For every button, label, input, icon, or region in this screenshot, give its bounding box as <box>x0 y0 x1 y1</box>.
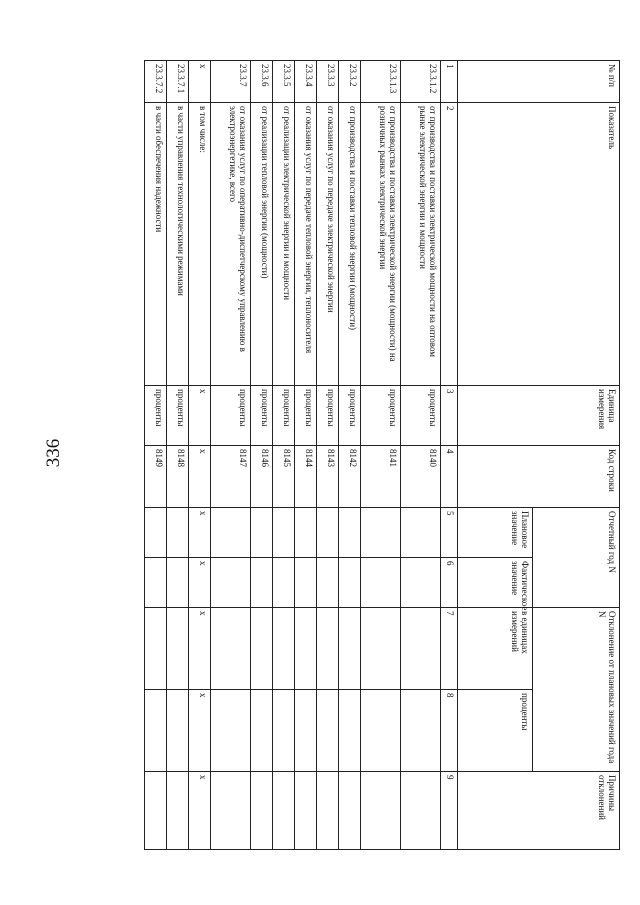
row-planned <box>361 508 401 558</box>
column-number: 7 <box>441 608 458 690</box>
row-reason <box>295 772 317 850</box>
row-number: 23.3.1.3 <box>361 61 401 103</box>
header-actual: Фактическое значение <box>458 558 533 608</box>
table-body <box>145 61 620 850</box>
row-dev-percent <box>167 690 189 772</box>
table-row <box>167 61 189 850</box>
table-row <box>211 61 251 850</box>
row-code: 8143 <box>317 446 339 508</box>
column-number: 5 <box>441 508 458 558</box>
row-reason <box>167 772 189 850</box>
row-actual <box>145 558 167 608</box>
row-number: 23.3.7.1 <box>167 61 189 103</box>
row-indicator: от оказания услуг по передаче тепловой энергии, теплоносителя <box>295 103 317 386</box>
column-number: 8 <box>441 690 458 772</box>
row-number: 23.3.3 <box>317 61 339 103</box>
header-deviation: Отклонение от плановых значений года N <box>533 608 620 772</box>
column-numbers-row <box>441 61 458 850</box>
row-actual <box>361 558 401 608</box>
row-actual <box>273 558 295 608</box>
column-number: 2 <box>441 103 458 386</box>
page-number: 336 <box>43 438 64 468</box>
header-dev-percent: проценты <box>458 690 533 772</box>
header-indicator: Показатель <box>458 103 620 386</box>
row-dev-percent <box>145 690 167 772</box>
column-number: 3 <box>441 386 458 446</box>
header-reasons: Причины отклонений <box>458 772 620 850</box>
row-indicator: от реализации электрической энергии и мощности <box>273 103 295 386</box>
row-code: 8146 <box>251 446 273 508</box>
table-row <box>295 61 317 850</box>
row-unit: проценты <box>295 386 317 446</box>
row-dev-units <box>211 608 251 690</box>
table-row <box>273 61 295 850</box>
row-unit: проценты <box>211 386 251 446</box>
row-indicator: от реализации тепловой энергии (мощности) <box>251 103 273 386</box>
row-unit: проценты <box>401 386 441 446</box>
row-dev-percent <box>295 690 317 772</box>
row-planned <box>167 508 189 558</box>
table-row <box>145 61 167 850</box>
row-indicator: от производства и поставки электрической энергии (мощности) на розничных рынках электрической энергии <box>361 103 401 386</box>
row-number: 23.3.4 <box>295 61 317 103</box>
table-row <box>251 61 273 850</box>
row-number: 23.3.7 <box>211 61 251 103</box>
row-reason <box>361 772 401 850</box>
row-planned: x <box>189 508 211 558</box>
header-report-year: Отчетный год N <box>533 508 620 608</box>
row-unit: проценты <box>317 386 339 446</box>
row-planned <box>339 508 361 558</box>
row-actual <box>251 558 273 608</box>
row-indicator: в части обеспечения надежности <box>145 103 167 386</box>
row-actual <box>317 558 339 608</box>
row-indicator: от производства и поставки электрической мощности на оптовом рынке электрической энергии и мощности <box>401 103 441 386</box>
row-reason <box>339 772 361 850</box>
row-planned <box>317 508 339 558</box>
row-reason <box>251 772 273 850</box>
row-reason <box>317 772 339 850</box>
column-number: 1 <box>441 61 458 103</box>
row-code: 8145 <box>273 446 295 508</box>
row-dev-units <box>167 608 189 690</box>
row-indicator: в том числе: <box>189 103 211 386</box>
row-actual <box>401 558 441 608</box>
row-unit: проценты <box>251 386 273 446</box>
header-row-1 <box>533 61 620 850</box>
row-planned <box>251 508 273 558</box>
column-number: 4 <box>441 446 458 508</box>
row-actual <box>211 558 251 608</box>
row-planned <box>295 508 317 558</box>
report-table <box>144 60 620 850</box>
row-planned <box>273 508 295 558</box>
row-indicator: от оказания услуг по оперативно-диспетчерскому управлению в электроэнергетике, всего <box>211 103 251 386</box>
row-reason <box>145 772 167 850</box>
row-reason <box>401 772 441 850</box>
row-code: 8140 <box>401 446 441 508</box>
row-unit: x <box>189 386 211 446</box>
row-indicator: от оказания услуг по передаче электрической энергии <box>317 103 339 386</box>
row-dev-units <box>361 608 401 690</box>
table-row <box>401 61 441 850</box>
row-number: 23.3.1.2 <box>401 61 441 103</box>
row-actual: x <box>189 558 211 608</box>
row-number: 23.3.6 <box>251 61 273 103</box>
row-dev-units <box>273 608 295 690</box>
row-code: 8149 <box>145 446 167 508</box>
row-number: 23.3.2 <box>339 61 361 103</box>
header-unit: Единица измерения <box>458 386 620 446</box>
row-code: 8144 <box>295 446 317 508</box>
column-number: 6 <box>441 558 458 608</box>
row-planned <box>401 508 441 558</box>
row-dev-percent <box>317 690 339 772</box>
row-reason <box>211 772 251 850</box>
row-indicator: от производства и поставки тепловой энергии (мощности) <box>339 103 361 386</box>
report-table-container <box>154 60 620 849</box>
row-dev-percent <box>339 690 361 772</box>
header-code: Код строки <box>458 446 620 508</box>
row-planned <box>211 508 251 558</box>
table-row <box>339 61 361 850</box>
row-dev-percent <box>361 690 401 772</box>
row-dev-percent: x <box>189 690 211 772</box>
row-unit: проценты <box>339 386 361 446</box>
header-num: № п/п <box>458 61 620 103</box>
row-code: 8141 <box>361 446 401 508</box>
row-unit: проценты <box>145 386 167 446</box>
row-dev-units <box>251 608 273 690</box>
row-code: 8142 <box>339 446 361 508</box>
row-actual <box>167 558 189 608</box>
row-dev-units <box>317 608 339 690</box>
row-code: x <box>189 446 211 508</box>
row-unit: проценты <box>167 386 189 446</box>
row-dev-units: x <box>189 608 211 690</box>
row-dev-percent <box>251 690 273 772</box>
row-reason <box>273 772 295 850</box>
row-unit: проценты <box>361 386 401 446</box>
row-unit: проценты <box>273 386 295 446</box>
row-reason: x <box>189 772 211 850</box>
row-actual <box>339 558 361 608</box>
row-dev-units <box>339 608 361 690</box>
row-dev-units <box>295 608 317 690</box>
row-code: 8148 <box>167 446 189 508</box>
row-code: 8147 <box>211 446 251 508</box>
table-row <box>189 61 211 850</box>
row-number: 23.3.5 <box>273 61 295 103</box>
row-dev-percent <box>273 690 295 772</box>
row-actual <box>295 558 317 608</box>
column-number: 9 <box>441 772 458 850</box>
row-planned <box>145 508 167 558</box>
row-indicator: в части управления технологическими режимами <box>167 103 189 386</box>
row-dev-units <box>401 608 441 690</box>
header-dev-units: в единицах измерений <box>458 608 533 690</box>
row-number: x <box>189 61 211 103</box>
table-row <box>361 61 401 850</box>
row-dev-percent <box>211 690 251 772</box>
row-dev-units <box>145 608 167 690</box>
header-planned: Плановое значение <box>458 508 533 558</box>
table-row <box>317 61 339 850</box>
row-dev-percent <box>401 690 441 772</box>
row-number: 23.3.7.2 <box>145 61 167 103</box>
